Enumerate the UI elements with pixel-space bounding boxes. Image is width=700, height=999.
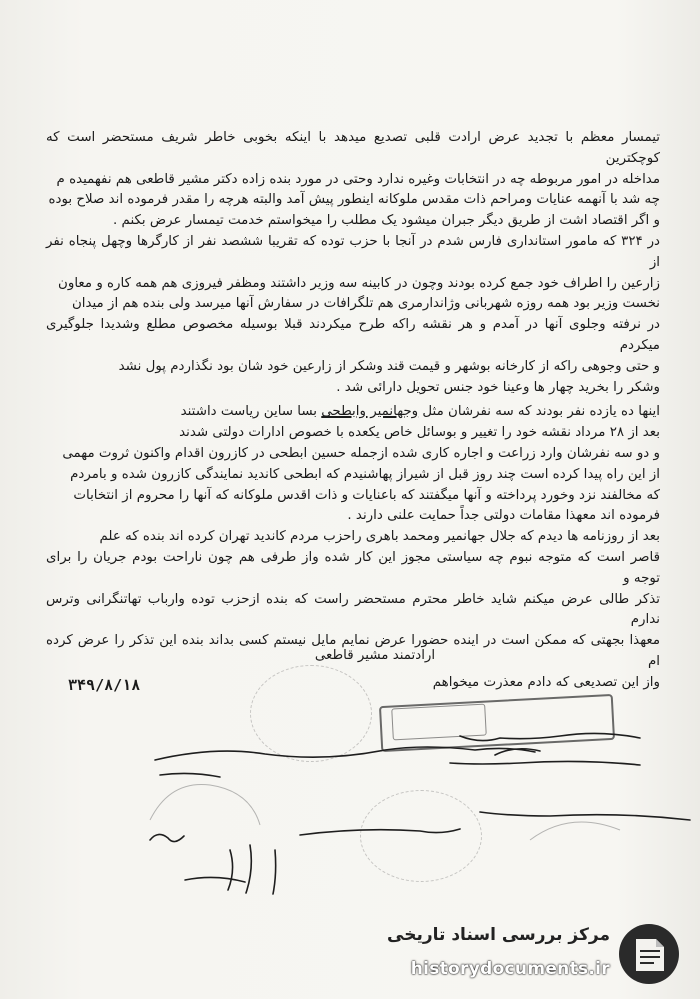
body-line: واز این تصدیعی که دادم معذرت میخواهم <box>432 674 660 690</box>
body-line: فرموده اند معهذا مقامات دولتی جداً حمایت علنی دارند . <box>347 508 660 524</box>
closing-text: ارادتمند مشیر قاطعی <box>314 648 436 663</box>
body-line: که مخالفند نزد وخورد پرداخته و آنها میگفتند که باعنایات و ذات اقدس ملوکانه که آنها را محروم از انتخابات <box>73 487 660 503</box>
archive-watermark-logo <box>387 919 686 991</box>
body-line: قاصر است که متوجه نبوم چه سیاستی مجوز این کار شده واز طرفی هم چون ناراحت بودم جریان را برای توجه و <box>46 549 660 586</box>
date-number: ۳۴۹/۸/۱۸ <box>68 676 141 694</box>
body-line: در ۳۲۴ که مامور استانداری فارس شدم در آنجا با حزب توده که تقریبا ششصد نفر از کارگرها وچهل پنجاه نفر از <box>46 233 661 270</box>
body-line: وشکر را بخرید چهار ها وعینا خود جنس تحویل دارائی شد . <box>336 379 660 395</box>
body-line: مداخله در امور مربوطه چه در انتخابات وغیره ندارد وحتی در مورد بنده زاده دکتر مشیر قاطعی هم نفهمیده م <box>56 171 660 187</box>
body-line: نخست وزیر بود همه روزه شهربانی وژاندارمری هم تلگرافات در سفارش آنها میرسد ولی بنده هم از میدان <box>71 296 660 312</box>
watermark-url: historydocuments.ir <box>410 959 610 979</box>
body-line: از این راه پیدا کرده است چند روز قبل از شیراز پهاشنیدم که ابطحی کاندید نمایندگی کازرون شده و بامردم <box>70 466 660 482</box>
underlined-names: وجهانمیر وابطحی <box>321 404 419 420</box>
body-line: تذکر طالی عرض میکنم شاید خاطر محترم مستحضر راست که بنده ازحزب توده وارباب تهاتنگرانی وترس ندارم <box>46 591 660 628</box>
body-line: اینها ده یازده نفر بودند که سه نفرشان مثل وجهانمیر وابطحی بسا ساین ریاست داشتند <box>180 404 660 420</box>
body-line: تیمسار معظم با تجدید عرض ارادت قلبی تصدیع میدهد با اینکه بخوبی خاطر شریف مستحضر است که کوچکترین <box>46 130 660 166</box>
document-archive-icon <box>616 921 682 987</box>
body-line: و دو سه نفرشان وارد زراعت و اجاره کاری شده ازجمله حسین ابطحی در کازرون اقدام واکنون ثروت مهمی <box>62 445 660 461</box>
body-line: در نرفته وجلوی آنها در آمدم و هر نقشه راکه طرح میکردند قبلا بوسیله مخصوص مطلع وشدیدا جلوگیری میکردم <box>46 317 660 353</box>
body-line: معهذا بجهتی که ممکن است در اینده حضورا عرض نمایم مایل نیستم کسی بداند بنده این تذکر را عرض کرده ام <box>46 633 660 669</box>
body-line: زارعین را اطراف خود جمع کرده بودند وچون در کابینه سه وزیر داشتند ومظفر فیروزی هم همه کاره و معاون <box>58 275 660 291</box>
body-line: بعد از روزنامه ها دیدم که جلال جهانمیر ومحمد باهری راحزب مردم کاندید تهران کرده اند بنده که علم <box>99 529 660 545</box>
body-line: و اگر اقتصاد اشت از طریق دیگر جبران میشود یک مطلب را میخواستم خدمت تیمسار عرض بکنم . <box>113 213 660 229</box>
body-line: بعد از ۲۸ مرداد نقشه خود را تغییر و بوسائل خاص یکعده با خصوص ادارات دولتی شدند <box>179 425 660 441</box>
body-line: و حتی وجوهی راکه از کارخانه بوشهر و قیمت قند وشکر از زارعین خود شان بود نگذاردم پول نشد <box>118 358 660 374</box>
watermark-title: مرکز بررسی اسناد تاریخی <box>387 925 610 945</box>
body-line: چه شد با آنهمه عنایات ومراحم ذات مقدس ملوکانه اینطور پیش آمد والبته هرچه را مقدر فرموده اند صلاح بوده <box>48 192 660 208</box>
